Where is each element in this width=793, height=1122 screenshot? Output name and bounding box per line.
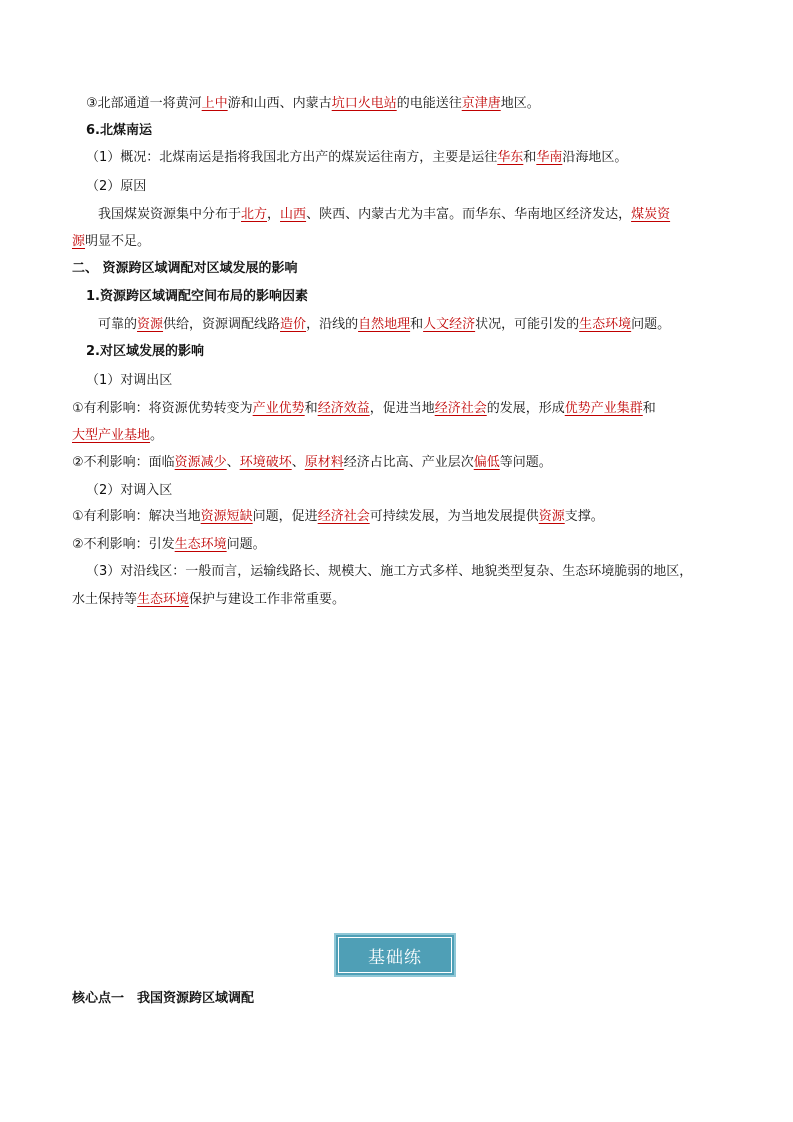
text-line (72, 232, 150, 252)
text-segment: 和 (304, 401, 318, 416)
exercise-badge (334, 933, 456, 977)
underlined-keyword: 生态环境 (579, 317, 632, 332)
text-segment: 等问题。 (499, 455, 552, 470)
text-segment: 1.资源跨区域调配空间布局的影响因素 (86, 289, 308, 304)
underlined-keyword: 人文经济 (423, 317, 476, 332)
underlined-keyword: 华东 (497, 150, 524, 165)
underlined-keyword: 自然地理 (358, 317, 411, 332)
text-segment: 可靠的 (98, 317, 138, 332)
text-segment: 。 (150, 428, 164, 443)
text-segment: 水土保持等 (72, 592, 138, 607)
text-segment: 我国煤炭资源集中分布于 (98, 207, 242, 222)
text-line (72, 535, 266, 555)
text-segment: ②不利影响：面临 (72, 455, 175, 470)
section-heading (86, 121, 152, 141)
text-segment: ③北部通道一将黄河 (86, 96, 202, 111)
section-heading (86, 342, 204, 362)
underlined-keyword: 资源 (137, 317, 164, 332)
underlined-keyword: 经济社会 (317, 509, 370, 524)
section-heading (86, 287, 308, 307)
text-line (72, 399, 656, 419)
text-segment: 的发展，形成 (486, 401, 565, 416)
underlined-keyword: 偏低 (473, 455, 500, 470)
text-segment: 和 (410, 317, 424, 332)
text-segment: （3）对沿线区：一般而言，运输线路长、规模大、施工方式多样、地貌类型复杂、生态环境脆弱的地区， (86, 564, 693, 579)
underlined-keyword: 资源 (538, 509, 565, 524)
underlined-keyword: 环境破坏 (239, 455, 292, 470)
text-segment: 支撑。 (564, 509, 604, 524)
text-segment: 和 (642, 401, 656, 416)
text-segment: 、 (226, 455, 240, 470)
underlined-keyword: 山西 (280, 207, 307, 222)
text-segment: 问题。 (631, 317, 671, 332)
text-line (72, 590, 345, 610)
underlined-keyword: 京津唐 (461, 96, 501, 111)
text-segment: 供给，资源调配线路 (163, 317, 281, 332)
text-segment: 6.北煤南运 (86, 123, 152, 138)
chapter-heading (72, 259, 298, 279)
text-segment: 地区。 (500, 96, 540, 111)
text-segment: （2）原因 (86, 179, 147, 194)
underlined-keyword: 造价 (280, 317, 307, 332)
underlined-keyword: 资源减少 (174, 455, 227, 470)
text-segment: 经济占比高、产业层次 (343, 455, 474, 470)
underlined-keyword: 生态环境 (174, 537, 227, 552)
text-segment: ②不利影响：引发 (72, 537, 175, 552)
text-line (86, 94, 540, 114)
text-segment: 问题。 (226, 537, 266, 552)
text-line (86, 177, 146, 197)
underlined-keyword: 资源短缺 (200, 509, 253, 524)
text-segment: 明显不足。 (85, 234, 151, 249)
underlined-keyword: 华南 (536, 150, 563, 165)
underlined-keyword: 原材料 (304, 455, 344, 470)
text-segment: 、陕西、内蒙古尤为丰富。而华东、华南地区经济发达， (306, 207, 632, 222)
footer-heading: 核心点一 我国资源跨区域调配 (72, 991, 255, 1006)
underlined-keyword: 优势产业集群 (564, 401, 643, 416)
text-segment: ①有利影响：将资源优势转变为 (72, 401, 253, 416)
text-segment: 问题，促进 (252, 509, 318, 524)
text-segment: 游和山西、内蒙古 (227, 96, 332, 111)
underlined-keyword: 产业优势 (252, 401, 305, 416)
text-segment: ， (267, 207, 281, 222)
underlined-keyword: 经济效益 (317, 401, 370, 416)
text-line (72, 507, 604, 527)
text-segment: 和 (523, 150, 537, 165)
text-line (72, 426, 163, 446)
underlined-keyword: 源 (72, 234, 86, 249)
text-line (86, 481, 172, 501)
text-segment: （1）对调出区 (86, 373, 173, 388)
text-segment: 、 (291, 455, 305, 470)
text-segment: （2）对调入区 (86, 483, 173, 498)
text-segment: 沿海地区。 (562, 150, 628, 165)
underlined-keyword: 煤炭资 (631, 207, 671, 222)
text-line (72, 453, 552, 473)
badge-label: 基础练 (368, 947, 422, 968)
text-line (86, 562, 692, 582)
underlined-keyword: 经济社会 (434, 401, 487, 416)
underlined-keyword: 北方 (241, 207, 268, 222)
text-segment: 可持续发展，为当地发展提供 (369, 509, 539, 524)
text-segment: ，沿线的 (306, 317, 359, 332)
text-segment: 二、 资源跨区域调配对区域发展的影响 (72, 261, 298, 276)
underlined-keyword: 上中 (201, 96, 228, 111)
text-segment: ①有利影响：解决当地 (72, 509, 201, 524)
text-segment: 状况，可能引发的 (475, 317, 580, 332)
underlined-keyword: 坑口火电站 (331, 96, 397, 111)
text-segment: 保护与建设工作非常重要。 (189, 592, 346, 607)
text-segment: 2.对区域发展的影响 (86, 344, 204, 359)
text-segment: （1）概况：北煤南运是指将我国北方出产的煤炭运往南方，主要是运往 (86, 150, 498, 165)
text-segment: ，促进当地 (369, 401, 435, 416)
text-segment: 的电能送往 (396, 96, 462, 111)
text-line (86, 371, 172, 391)
text-line (98, 315, 670, 335)
text-line (98, 205, 670, 225)
underlined-keyword: 大型产业基地 (72, 428, 151, 443)
underlined-keyword: 生态环境 (137, 592, 190, 607)
text-line (86, 148, 627, 168)
